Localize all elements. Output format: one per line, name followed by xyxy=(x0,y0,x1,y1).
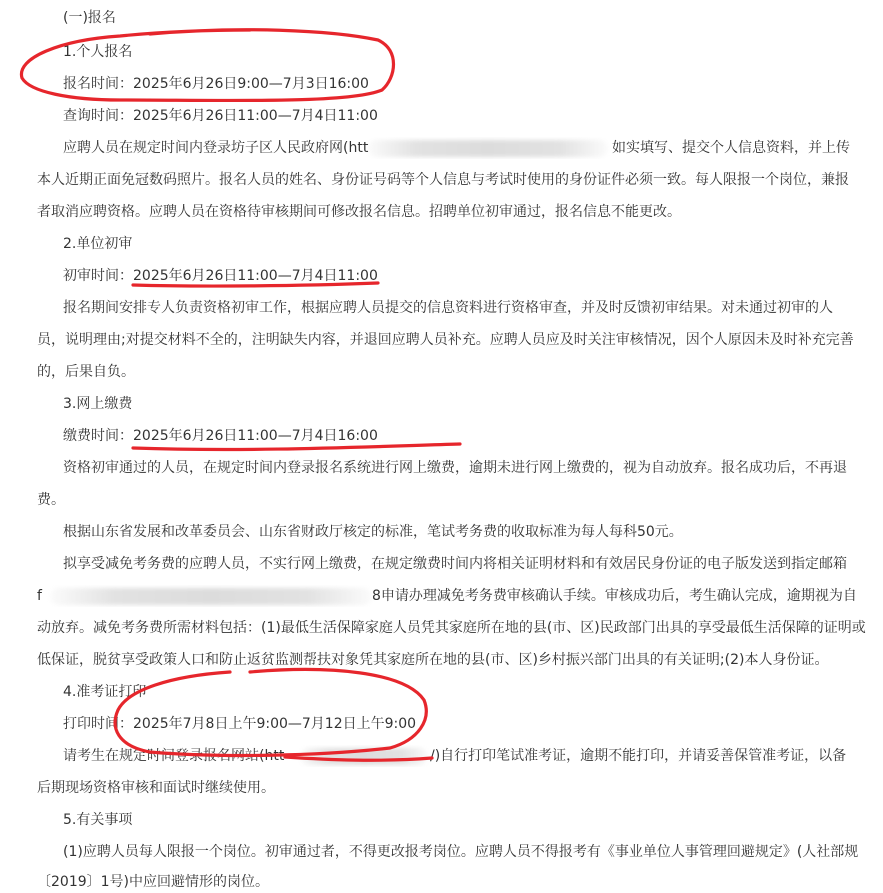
paragraph-line xyxy=(0,297,883,319)
text: 5.有关事项 xyxy=(63,812,133,828)
review-time xyxy=(0,265,883,287)
paragraph-line xyxy=(0,871,883,893)
payment-time xyxy=(0,425,883,447)
subheading-individual-registration xyxy=(0,41,883,63)
text: 根据山东省发展和改革委员会、山东省财政厅核定的标准，笔试考务费的收取标准为每人每科50元。 xyxy=(63,524,683,540)
text: 2.单位初审 xyxy=(63,236,133,252)
subheading-online-payment xyxy=(0,393,883,415)
text: 拟享受减免考务费的应聘人员，不实行网上缴费，在规定缴费时间内将相关证明材料和有效居民身份证的电子版发送到指定邮箱 xyxy=(63,556,847,572)
paragraph-line xyxy=(0,649,883,671)
paragraph-line xyxy=(0,169,883,191)
text: 打印时间：2025年7月8日上午9:00—7月12日上午9:00 xyxy=(63,716,417,732)
section-heading-registration xyxy=(0,7,883,29)
text: 的，后果自负。 xyxy=(37,364,135,380)
paragraph-line xyxy=(0,617,883,639)
redacted-url xyxy=(300,748,428,765)
text: 缴费时间：2025年6月26日11:00—7月4日16:00 xyxy=(63,428,378,444)
text: 本人近期正面免冠数码照片。报名人员的姓名、身份证号码等个人信息与考试时使用的身份证件必须一致。每人限报一个岗位，兼报 xyxy=(37,172,849,188)
text: 资格初审通过的人员，在规定时间内登录报名系统进行网上缴费，逾期未进行网上缴费的，视为自动放弃。报名成功后，不再退 xyxy=(63,460,847,476)
text: 如实填写、提交个人信息资料，并上传 xyxy=(612,140,850,156)
text: 报名期间安排专人负责资格初审工作，根据应聘人员提交的信息资料进行资格审查，并及时反馈初审结果。对未通过初审的人 xyxy=(63,300,833,316)
text: 8申请办理减免考务费审核确认手续。审核成功后，考生确认完成，逾期视为自 xyxy=(372,588,857,604)
text: f xyxy=(37,588,42,604)
paragraph-line xyxy=(0,521,883,543)
text: 〔2019〕1号)中应回避情形的岗位。 xyxy=(37,874,269,890)
print-time xyxy=(0,713,883,735)
text: 动放弃。减免考务费所需材料包括：(1)最低生活保障家庭人员凭其家庭所在地的县(市、区)民政部门出具的享受最低生活保障的证明或 xyxy=(37,620,866,636)
subheading-unit-review xyxy=(0,233,883,255)
text: 3.网上缴费 xyxy=(63,396,133,412)
text: 后期现场资格审核和面试时继续使用。 xyxy=(37,780,275,796)
text: 费。 xyxy=(37,492,65,508)
redacted-url xyxy=(368,140,608,157)
paragraph-line xyxy=(0,457,883,479)
text: 报名时间：2025年6月26日9:00—7月3日16:00 xyxy=(63,76,369,92)
text: 低保证，脱贫享受政策人口和防止返贫监测帮扶对象凭其家庭所在地的县(市、区)乡村振兴部门出具的有关证明;(2)本人身份证。 xyxy=(37,652,829,668)
text: (一)报名 xyxy=(63,10,116,26)
paragraph-line xyxy=(0,585,883,607)
query-time xyxy=(0,105,883,127)
text: 查询时间：2025年6月26日11:00—7月4日11:00 xyxy=(63,108,378,124)
text: /)自行打印笔试准考证，逾期不能打印，并请妥善保管准考证，以备 xyxy=(430,748,847,764)
text: 初审时间：2025年6月26日11:00—7月4日11:00 xyxy=(63,268,378,284)
paragraph-line xyxy=(0,361,883,383)
paragraph-line xyxy=(0,553,883,575)
paragraph-line xyxy=(0,137,883,159)
subheading-admission-ticket xyxy=(0,681,883,703)
paragraph-line xyxy=(0,841,883,863)
registration-time xyxy=(0,73,883,95)
paragraph-line xyxy=(0,745,883,767)
text: 员，说明理由;对提交材料不全的，注明缺失内容，并退回应聘人员补充。应聘人员应及时关注审核情况，因个人原因未及时补充完善 xyxy=(37,332,854,348)
paragraph-line xyxy=(0,777,883,799)
text: 请考生在规定时间登录报名网站(htt xyxy=(63,748,285,764)
paragraph-line xyxy=(0,489,883,511)
subheading-related-matters xyxy=(0,809,883,831)
text: 1.个人报名 xyxy=(63,44,133,60)
paragraph-line xyxy=(0,329,883,351)
paragraph-line xyxy=(0,201,883,223)
text: 4.准考证打印 xyxy=(63,684,147,700)
text: (1)应聘人员每人限报一个岗位。初审通过者，不得更改报考岗位。应聘人员不得报考有《事业单位人事管理回避规定》(人社部规 xyxy=(63,844,859,860)
text: 者取消应聘资格。应聘人员在资格待审核期间可修改报名信息。招聘单位初审通过，报名信息不能更改。 xyxy=(37,204,681,220)
redacted-email xyxy=(50,588,372,605)
text: 应聘人员在规定时间内登录坊子区人民政府网(htt xyxy=(63,140,369,156)
